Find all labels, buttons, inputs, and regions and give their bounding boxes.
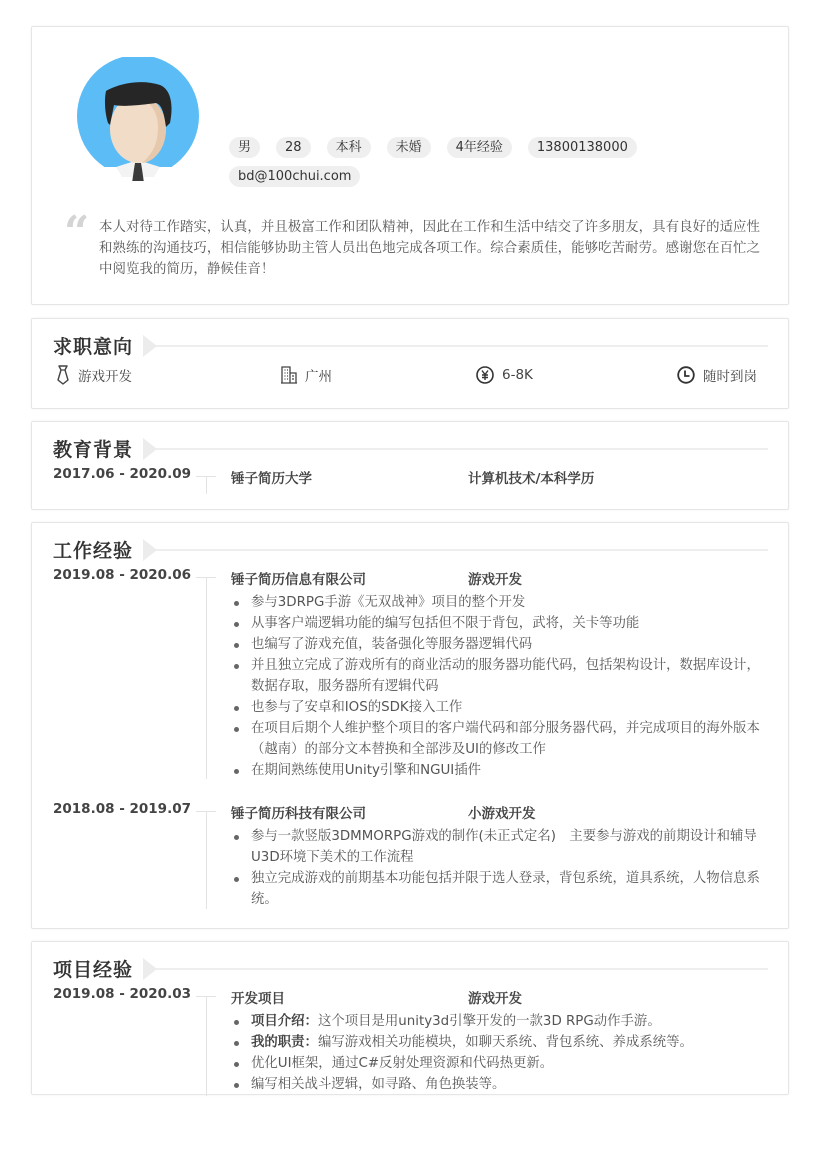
tag-phone: 13800138000: [528, 137, 637, 158]
list-item: [231, 1053, 771, 1074]
profile-tags: [229, 137, 769, 195]
education-school: 锤子简历大学: [231, 471, 312, 487]
intent-position: [56, 365, 132, 385]
tag-gender: 男: [229, 137, 260, 158]
list-item: 参与3DRPG手游《无双战神》项目的整个开发: [231, 592, 771, 613]
project-experience-section: [31, 941, 789, 1095]
section-title: 求职意向: [53, 336, 134, 358]
work-date: 2018.08 - 2019.07: [53, 801, 191, 817]
timeline-line: [206, 811, 207, 909]
project-date: 2019.08 - 2020.03: [53, 986, 191, 1002]
intent-salary-label: 6-8K: [502, 367, 533, 383]
intent-position-label: 游戏开发: [78, 369, 132, 385]
intent-city-label: 广州: [305, 369, 332, 385]
education-major: 计算机技术/本科学历: [468, 471, 595, 487]
work-company: 锤子简历科技有限公司: [231, 806, 366, 822]
section-divider: [156, 448, 768, 450]
project-role: 游戏开发: [468, 991, 522, 1007]
building-icon: [281, 366, 297, 384]
bullet-text: 编写相关战斗逻辑，如寻路、角色换装等。: [251, 1077, 506, 1092]
tag-email: bd@100chui.com: [229, 166, 360, 187]
list-item: 参与一款竖版3DMMORPG游戏的制作(未正式定名) 主要参与游戏的前期设计和辅导U3D环境下美术的工作流程: [231, 826, 771, 868]
intent-availability: [677, 365, 757, 385]
avatar: [76, 57, 200, 181]
list-item: 并且独立完成了游戏所有的商业活动的服务器功能代码，包括架构设计，数据库设计，数据存取，服务器所有逻辑代码: [231, 655, 771, 697]
clock-icon: [677, 366, 695, 384]
intent-availability-label: 随时到岗: [703, 369, 757, 385]
project-name: 开发项目: [231, 991, 285, 1007]
bullet-label: 我的职责：: [251, 1035, 318, 1050]
list-item: [231, 1011, 771, 1032]
tag-marital: 未婚: [387, 137, 431, 158]
work-duties-list: [231, 826, 771, 910]
section-divider: [156, 968, 768, 970]
tag-degree: 本科: [327, 137, 371, 158]
project-details-list: [231, 1011, 771, 1095]
list-item: 从事客户端逻辑功能的编写包括但不限于背包，武将，关卡等功能: [231, 613, 771, 634]
section-arrow-icon: [143, 958, 157, 980]
work-experience-section: [31, 522, 789, 929]
section-title: 教育背景: [53, 439, 134, 461]
bullet-text: 优化UI框架，通过C#反射处理资源和代码热更新。: [251, 1056, 554, 1071]
work-role: 小游戏开发: [468, 806, 536, 822]
profile-card: [31, 26, 789, 305]
tag-age: 28: [276, 137, 311, 158]
quote-icon: “: [64, 207, 90, 258]
timeline-line: [206, 476, 207, 494]
bullet-text: 这个项目是用unity3d引擎开发的一款3D RPG动作手游。: [317, 1014, 661, 1029]
work-role: 游戏开发: [468, 572, 522, 588]
section-title: 项目经验: [53, 959, 134, 981]
bullet-text: 编写游戏相关功能模块，如聊天系统、背包系统、养成系统等。: [317, 1035, 693, 1050]
work-company: 锤子简历信息有限公司: [231, 572, 366, 588]
yen-icon: [476, 366, 494, 384]
self-introduction: 本人对待工作踏实，认真，并且极富工作和团队精神，因此在工作和生活中结交了许多朋友，具有良好的适应性和熟练的沟通技巧，相信能够协助主管人员出色地完成各项工作。综合素质佳，能够吃苦耐劳。感谢您在百忙之中阅览我的简历，静候佳音！: [99, 220, 761, 277]
section-arrow-icon: [143, 438, 157, 460]
list-item: 在期间熟练使用Unity引擎和NGUI插件: [231, 760, 771, 781]
work-duties-list: [231, 592, 771, 781]
education-section: [31, 421, 789, 510]
list-item: 也参与了安卓和IOS的SDK接入工作: [231, 697, 771, 718]
education-date: 2017.06 - 2020.09: [53, 466, 191, 482]
list-item: 也编写了游戏充值，装备强化等服务器逻辑代码: [231, 634, 771, 655]
work-date: 2019.08 - 2020.06: [53, 567, 191, 583]
timeline-line: [206, 996, 207, 1096]
tag-experience: 4年经验: [447, 137, 512, 158]
intent-city: [281, 365, 332, 385]
section-divider: [156, 345, 768, 347]
list-item: [231, 1032, 771, 1053]
intent-salary: [476, 365, 533, 385]
timeline-line: [206, 577, 207, 779]
job-intention-section: [31, 318, 789, 409]
list-item: [231, 1074, 771, 1095]
list-item: 独立完成游戏的前期基本功能包括并限于选人登录，背包系统，道具系统，人物信息系统。: [231, 868, 771, 910]
bullet-label: 项目介绍：: [251, 1014, 318, 1029]
section-arrow-icon: [143, 539, 157, 561]
section-arrow-icon: [143, 335, 157, 357]
section-title: 工作经验: [53, 540, 134, 562]
list-item: 在项目后期个人维护整个项目的客户端代码和部分服务器代码，并完成项目的海外版本（越南）的部分文本替换和全部涉及UI的修改工作: [231, 718, 771, 760]
tie-icon: [56, 365, 70, 385]
section-divider: [156, 549, 768, 551]
